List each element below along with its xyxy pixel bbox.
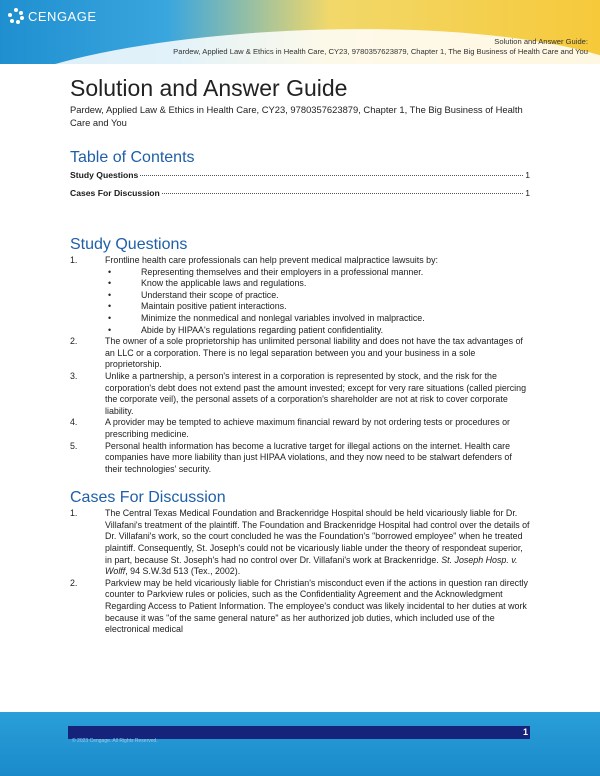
item-text: The owner of a sole proprietorship has unlimited personal liability and does not have the tax advantages of an LLC or a corporation. There is no legal separation between you and your business in a sole proprietorship. [105,336,523,370]
item-text: Personal health information has become a lucrative target for illegal actions on the internet. Health care companies have more liability than just HIPAA violations, and they now need to be stalwart defenders of their technologies' security. [105,440,512,474]
page-number: 1 [522,727,528,737]
item-text: Unlike a partnership, a person's interest in a corporation is represented by stock, and the risk for the corporation's debt does not extend past the amount invested; except for very rare situations (called piercing the corporate veil), the personal assets of a corporation's shareholder are not at risk to cover corporate liability. [105,370,527,416]
citation-tail: , 94 S.W.3d 513 (Tex., 2002). [125,566,241,577]
cases-heading: Cases For Discussion [70,489,226,507]
item-number: 5. [70,440,78,451]
page-subtitle: Pardew, Applied Law & Ethics in Health Care, CY23, 9780357623879, Chapter 1, The Big Business of Health Care and You [70,104,523,128]
list-item [70,417,530,440]
item-text: A provider may be tempted to achieve maximum financial reward by not ordering tests or procedures or prescribing medicine. [105,417,510,439]
running-header-line2: Pardew, Applied Law & Ethics in Health Care, CY23, 9780357623879, Chapter 1, The Big Business of Health Care and You [173,47,588,56]
page-footer [0,712,600,776]
item-text: The Central Texas Medical Foundation and Brackenridge Hospital should be held vicariously liable for Dr. Villafani's treatment of the plaintiff. The Foundation and Brackenridge Hospital had control over the details of Dr. Villafani's work, so the court concluded he was the Foundation's "borrowed employee" when he treated plaintiff. Consequently, St. Joseph's could not be vicariously liable under the theory of respondeat superior, in part, because St. Joseph's had no control over Dr. Villafani's work at Brackenridge. [105,508,530,565]
toc-entry-page: 1 [525,170,530,180]
toc-heading: Table of Contents [70,149,195,166]
cengage-logo-icon [8,8,24,24]
toc-entry-cases-for-discussion[interactable] [70,188,530,206]
item-text: Parkview may be held vicariously liable for Christian's misconduct even if the actions in question ran directly counter to Parkview rules or policies, such as the Confidentiality Agreement and the Acknowledgment Regarding Access to Patient Information. The employee's conduct was likely incidental to her duties at work because it was "of the same general nature" as her authorized job duties, which included use of the electronical medical [105,577,528,635]
bullet-item: • Maintain positive patient interactions. [108,301,287,312]
list-item [70,336,530,371]
bullet-item: • Abide by HIPAA's regulations regarding patient confidentiality. [108,324,384,335]
running-header-line1: Solution and Answer Guide: [494,37,588,46]
bullet-text: Abide by HIPAA's regulations regarding patient confidentiality. [141,324,384,335]
bullet-text: Representing themselves and their employers in a professional manner. [141,266,424,277]
list-item [70,255,530,336]
toc-entry-label: Cases For Discussion [70,188,160,198]
bullet-item: • Representing themselves and their employers in a professional manner. [108,266,424,277]
study-questions-heading: Study Questions [70,236,188,253]
item-number: 3. [70,370,78,381]
running-header [173,37,588,57]
document-body [70,74,530,636]
page-header [0,0,600,64]
cengage-logo [8,8,97,24]
cases-list [70,508,530,636]
toc-leader [140,175,523,176]
item-number: 1. [70,508,78,519]
bullet-list [105,267,530,337]
bullet-item: • Minimize the nonmedical and nonlegal variables involved in malpractice. [108,312,425,323]
toc-leader [162,193,523,194]
item-number: 2. [70,336,78,347]
bullet-text: Know the applicable laws and regulations. [141,278,307,289]
list-item [70,441,530,476]
page-title: Solution and Answer Guide [70,75,348,101]
item-number: 4. [70,417,78,428]
study-questions-list [70,255,530,475]
toc-entry-study-questions[interactable] [70,170,530,188]
bullet-item: • Know the applicable laws and regulations. [108,278,307,289]
toc-entry-label: Study Questions [70,170,139,180]
toc-entry-page: 1 [525,188,530,198]
list-item [70,578,530,636]
item-number: 2. [70,577,78,588]
table-of-contents [70,170,530,206]
item-text: Frontline health care professionals can help prevent medical malpractice lawsuits by: [105,255,438,265]
bullet-text: Minimize the nonmedical and nonlegal variables involved in malpractice. [141,312,425,323]
footer-copyright: © 2023 Cengage. All Rights Reserved. [72,738,158,744]
bullet-text: Understand their scope of practice. [141,289,279,300]
item-number: 1. [70,255,78,265]
list-item [70,371,530,417]
logo-text: CENGAGE [28,8,97,24]
case-citation: St. Joseph Hosp. v. Wolff [105,554,518,577]
bullet-item: • Understand their scope of practice. [108,289,279,300]
list-item [70,508,530,578]
bullet-text: Maintain positive patient interactions. [141,301,287,312]
